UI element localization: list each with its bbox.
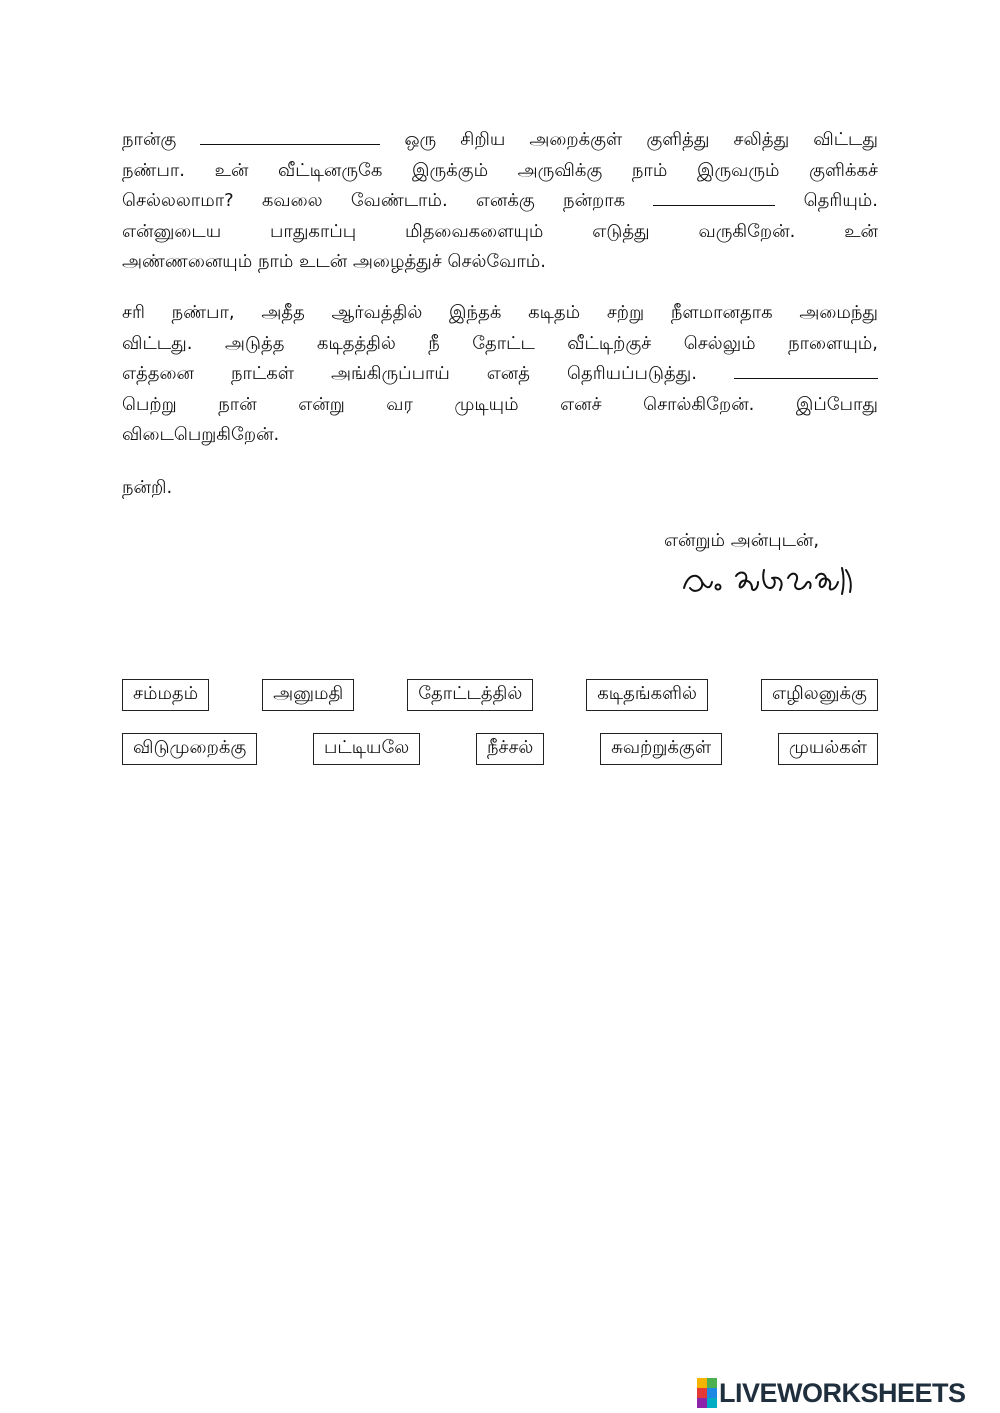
word: வர: [386, 393, 413, 415]
word: நீ: [428, 332, 440, 354]
logo-block: [697, 1398, 707, 1408]
word: விட்டது.: [122, 332, 193, 354]
word: அங்கிருப்பாய்: [330, 363, 450, 384]
answer-blank-1[interactable]: [200, 126, 380, 145]
closing-salutation: என்றும் அன்புடன்,: [664, 530, 820, 551]
logo-block: [707, 1378, 717, 1388]
word: வேண்டாம்.: [350, 190, 448, 211]
word: செல்லும்: [683, 332, 756, 354]
word: பெற்று: [122, 393, 177, 415]
word: தோட்ட: [472, 332, 535, 354]
word: உன்: [844, 220, 878, 242]
word-chip[interactable]: அனுமதி: [262, 679, 354, 711]
paragraph-1: [122, 125, 878, 278]
p2-line-1: [122, 298, 878, 329]
word: நண்பா.: [122, 159, 185, 181]
word: நன்றாக: [563, 190, 626, 211]
word: சொல்கிறேன்.: [643, 393, 755, 415]
liveworksheets-logo-icon: [697, 1378, 717, 1408]
word-chip[interactable]: முயல்கள்: [778, 733, 878, 765]
word: எனத்: [486, 363, 530, 384]
paragraph-2: [122, 298, 878, 451]
word: நீளமானதாக: [670, 302, 773, 323]
word: என்று: [298, 393, 345, 415]
word: என்னுடைய: [122, 220, 222, 242]
logo-block: [697, 1378, 707, 1388]
word-chip[interactable]: கடிதங்களில்: [586, 679, 708, 711]
word: பாதுகாப்பு: [270, 220, 357, 242]
word: தெரியும்.: [803, 190, 878, 211]
word: அமைந்து: [799, 302, 878, 323]
p1-line-2: [122, 156, 878, 187]
word-chip[interactable]: சுவற்றுக்குள்: [600, 733, 722, 765]
word: உன்: [214, 159, 249, 181]
word: இப்போது: [795, 393, 878, 415]
signature: [680, 560, 870, 602]
word: சிறிய: [460, 129, 506, 150]
word: கடிதம்: [528, 302, 581, 323]
logo-block: [707, 1388, 717, 1398]
word: கவலை: [261, 190, 323, 211]
word: ஒரு: [404, 129, 437, 150]
word: இந்தக்: [449, 302, 502, 323]
word: நாம்: [631, 159, 668, 181]
word: நான்கு: [122, 129, 177, 150]
p2-line-4: [122, 390, 878, 421]
word: சற்று: [606, 302, 645, 323]
word: நான்: [218, 393, 257, 415]
thanks-line: [122, 473, 878, 504]
word: நாட்கள்: [230, 363, 294, 384]
p2-line-5: [122, 420, 878, 451]
word: நண்பா,: [171, 302, 235, 323]
p2-line-3: [122, 359, 878, 390]
word-chip[interactable]: எழிலனுக்கு: [761, 679, 878, 711]
word: வீட்டினருகே: [278, 159, 383, 181]
line-text: அண்ணனையும் நாம் உடன் அழைத்துச் செல்வோம்.: [122, 251, 547, 272]
word-chip[interactable]: சம்மதம்: [122, 679, 209, 711]
word-bank-row-1: [122, 679, 878, 711]
line-text: விடைபெறுகிறேன்.: [122, 424, 280, 445]
p1-line-1: [122, 125, 878, 156]
thanks-text: நன்றி.: [122, 477, 173, 498]
word: நாளையும்,: [788, 332, 878, 354]
word-chip[interactable]: விடுமுறைக்கு: [122, 733, 257, 765]
word: வீட்டிற்குச்: [567, 332, 652, 354]
word: எனச்: [560, 393, 602, 415]
logo-block: [707, 1398, 717, 1408]
p1-line-3: [122, 186, 878, 217]
word: குளிக்கச்: [809, 159, 878, 181]
word: அருவிக்கு: [517, 159, 603, 181]
word: இருக்கும்: [411, 159, 489, 181]
word: ஆர்வத்தில்: [331, 302, 423, 323]
word: எனக்கு: [475, 190, 535, 211]
word: விட்டது: [813, 129, 878, 150]
word: சரி: [122, 302, 145, 323]
word: எடுத்து: [592, 220, 650, 242]
word: கடிதத்தில்: [316, 332, 396, 354]
word: எத்தனை: [122, 363, 194, 384]
word-chip[interactable]: தோட்டத்தில்: [407, 679, 533, 711]
brand-wordmark: LIVEWORKSHEETS: [719, 1377, 966, 1408]
word: இருவரும்: [696, 159, 780, 181]
p2-line-2: [122, 329, 878, 360]
word: செல்லலாமா?: [122, 190, 234, 211]
word: முடியும்: [454, 393, 519, 415]
answer-blank-2[interactable]: [653, 187, 775, 206]
word: குளித்து: [646, 129, 710, 150]
word: அறைக்குள்: [529, 129, 623, 150]
logo-block: [697, 1388, 707, 1398]
word-chip[interactable]: நீச்சல்: [476, 733, 544, 765]
word: மிதவைகளையும்: [404, 220, 544, 242]
answer-blank-3[interactable]: [734, 360, 878, 379]
word: அடுத்த: [224, 332, 285, 354]
word-chip[interactable]: பட்டியலே: [313, 733, 420, 765]
word: வருகிறேன்.: [698, 220, 796, 242]
word-bank-row-2: [122, 733, 878, 765]
p1-line-5: [122, 247, 878, 278]
word: அதீத: [261, 302, 305, 323]
liveworksheets-brand: [697, 1376, 995, 1410]
word: தெரியப்படுத்து.: [566, 363, 698, 384]
p1-line-4: [122, 217, 878, 248]
word: சலித்து: [733, 129, 790, 150]
